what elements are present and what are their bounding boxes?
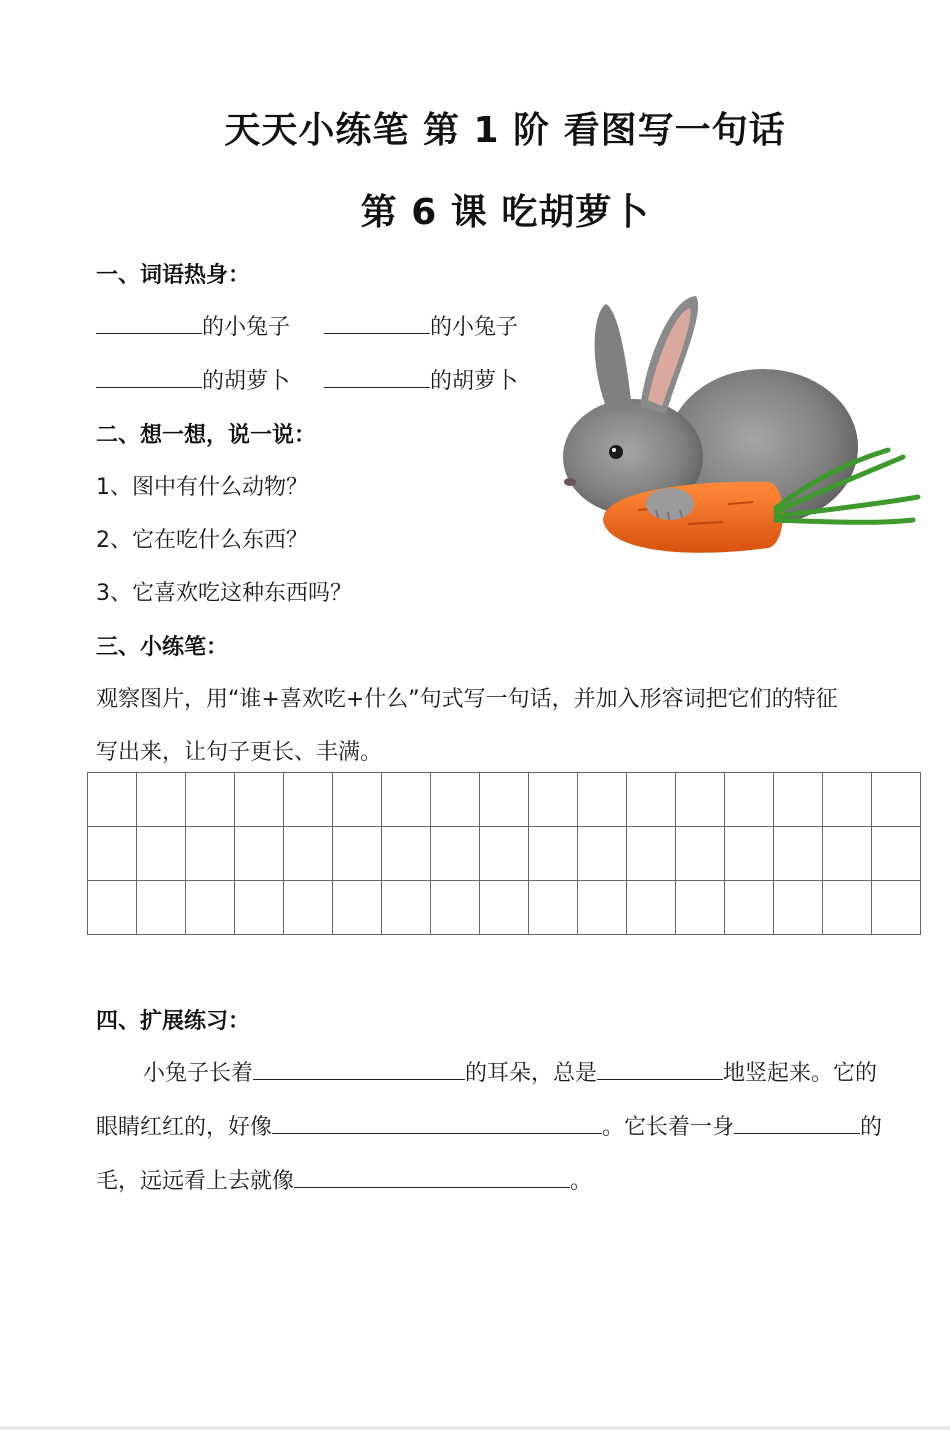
grid-cell[interactable] [774,773,823,827]
grid-cell[interactable] [382,881,431,935]
instruction-line-2: 写出来，让句子更长、丰满。 [96,740,383,765]
grid-cell[interactable] [431,827,480,881]
grid-cell[interactable] [578,827,627,881]
text-segment: 眼睛红红的，好像 [96,1115,273,1140]
fill-blank-fur[interactable] [734,1111,860,1134]
grid-cell[interactable] [823,881,872,935]
grid-cell[interactable] [725,827,774,881]
worksheet-title: 天天小练笔 第 1 阶 看图写一句话 [224,110,786,151]
grid-cell[interactable] [872,881,921,935]
word-warmup-row-1 [96,310,518,341]
phrase-rabbit: 的小兔子 [202,315,291,340]
grid-cell[interactable] [872,827,921,881]
section-2-heading: 二、想一想，说一说： [96,423,317,448]
text-segment: 小兔子长着 [143,1061,254,1086]
grid-cell[interactable] [137,773,186,827]
grid-cell[interactable] [431,881,480,935]
fill-blank[interactable] [96,365,202,388]
rabbit-ear-back [595,304,632,412]
fill-blank-looks-like[interactable] [294,1165,570,1188]
extension-line-3 [96,1164,592,1195]
text-segment: 毛，远远看上去就像 [96,1169,295,1194]
grid-cell[interactable] [284,881,333,935]
grid-cell[interactable] [333,773,382,827]
lesson-title: 第 6 课 吃胡萝卜 [360,192,650,233]
grid-cell[interactable] [774,827,823,881]
grid-cell[interactable] [88,827,137,881]
grid-cell[interactable] [529,773,578,827]
fill-blank[interactable] [324,311,430,334]
grid-cell[interactable] [186,881,235,935]
question-2: 2、它在吃什么东西？ [96,528,308,553]
grid-cell[interactable] [872,773,921,827]
grid-cell[interactable] [284,773,333,827]
grid-cell[interactable] [235,827,284,881]
grid-cell[interactable] [725,773,774,827]
phrase-carrot: 的胡萝卜 [202,369,291,394]
grid-cell[interactable] [676,773,725,827]
grid-cell[interactable] [431,773,480,827]
grid-cell[interactable] [480,773,529,827]
grid-cell[interactable] [88,773,137,827]
grid-cell[interactable] [137,881,186,935]
text-segment: 的 [860,1115,883,1140]
grid-cell[interactable] [333,827,382,881]
writing-grid [87,772,921,935]
text-segment: 的耳朵，总是 [465,1061,598,1086]
fill-blank[interactable] [324,365,430,388]
word-warmup-row-2 [96,364,518,395]
grid-cell[interactable] [823,773,872,827]
grid-cell[interactable] [774,881,823,935]
grid-cell[interactable] [480,827,529,881]
grid-row [88,881,921,935]
grid-row [88,773,921,827]
extension-line-2 [96,1110,882,1141]
question-1: 1、图中有什么动物？ [96,475,308,500]
grid-cell[interactable] [235,881,284,935]
grid-cell[interactable] [529,827,578,881]
grid-cell[interactable] [382,827,431,881]
grid-cell[interactable] [235,773,284,827]
grid-cell[interactable] [578,773,627,827]
section-4-heading: 四、扩展练习： [96,1009,251,1034]
grid-cell[interactable] [725,881,774,935]
text-segment: 地竖起来。它的 [723,1061,878,1086]
fill-blank[interactable] [96,311,202,334]
grid-cell[interactable] [529,881,578,935]
grid-cell[interactable] [186,827,235,881]
rabbit-carrot-illustration [548,282,928,582]
fill-blank-ears[interactable] [253,1057,465,1080]
grid-cell[interactable] [578,881,627,935]
grid-cell[interactable] [88,881,137,935]
question-3: 3、它喜欢吃这种东西吗？ [96,581,352,606]
page-bottom-edge [0,1426,950,1430]
section-1-heading: 一、词语热身： [96,263,251,288]
phrase-rabbit: 的小兔子 [430,315,519,340]
grid-cell[interactable] [823,827,872,881]
phrase-carrot: 的胡萝卜 [430,369,519,394]
grid-cell[interactable] [627,773,676,827]
grid-cell[interactable] [333,881,382,935]
section-3-heading: 三、小练笔： [96,635,229,660]
grid-cell[interactable] [382,773,431,827]
text-segment: 。 [570,1169,593,1194]
grid-cell[interactable] [627,881,676,935]
grid-cell[interactable] [676,827,725,881]
grid-cell[interactable] [480,881,529,935]
fill-blank-manner[interactable] [597,1057,723,1080]
extension-line-1 [143,1056,877,1087]
instruction-line-1: 观察图片，用“谁+喜欢吃+什么”句式写一句话，并加入形容词把它们的特征 [96,687,838,712]
fill-blank-simile[interactable] [272,1111,602,1134]
grid-cell[interactable] [186,773,235,827]
rabbit-eye [609,445,623,459]
grid-cell[interactable] [676,881,725,935]
grid-cell[interactable] [137,827,186,881]
text-segment: 。它长着一身 [602,1115,735,1140]
rabbit-paw [646,488,694,520]
grid-cell[interactable] [627,827,676,881]
grid-row [88,827,921,881]
grid-cell[interactable] [284,827,333,881]
